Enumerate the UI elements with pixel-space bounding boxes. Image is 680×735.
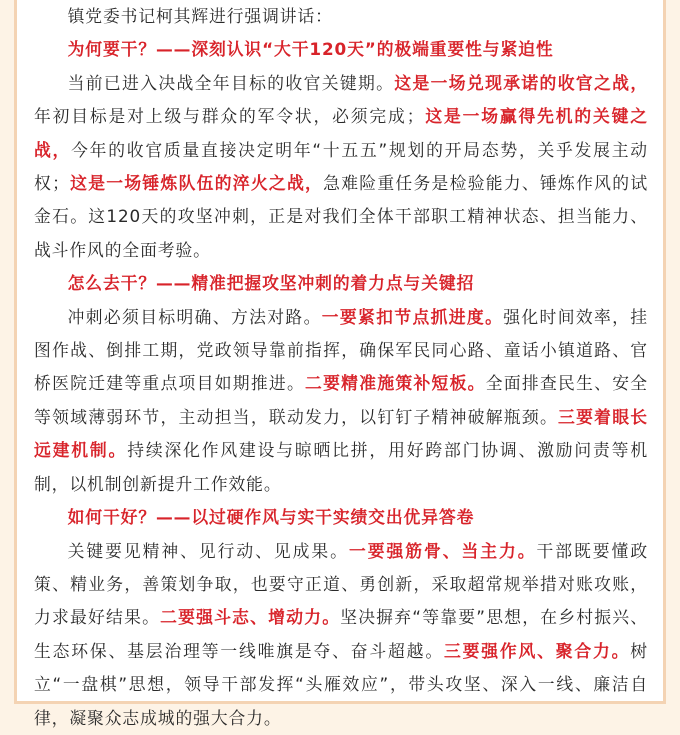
emphasis-run: 这是一场锤炼队伍的淬火之战， [69, 173, 324, 194]
emphasis-run: 一要紧扣节点抓进度。 [321, 306, 504, 327]
section-paragraph-well [34, 535, 648, 735]
text-run: 树立“一盘棋”思想，领导干部发挥“头雁效应”，带头攻坚、深入一线、廉洁自律，凝聚众志成城的强大合力。 [34, 640, 648, 728]
text-run: 强化时间效率，挂图作战、倒排工期，党政领导靠前指挥，确保军民同心路、童话小镇道路、官桥医院迁建等重点项目如期推进。 [34, 306, 648, 394]
text-run: 年初目标是对上级与群众的军令状，必须完成； [34, 106, 425, 127]
section-paragraph-why [34, 67, 648, 267]
section-heading-why: 为何要干？——深刻认识“大干120天”的极端重要性与紧迫性 [67, 39, 554, 60]
article-body [34, 0, 648, 735]
text-run: 冲刺必须目标明确、方法对路。 [67, 306, 322, 327]
text-run: 坚决摒弃“等靠要”思想，在乡村振兴、生态环保、基层治理等一线唯旗是夺、奋斗超越。 [34, 607, 648, 661]
section-paragraph-how [34, 301, 648, 501]
text-run: 干部既要懂政策、精业务，善策划争取，也要守正道、勇创新，采取超常规举措对账攻账，力求最好结果。 [34, 540, 648, 628]
text-run: 当前已进入决战全年目标的收官关键期。 [67, 72, 395, 93]
emphasis-run: 二要精准施策补短板。 [305, 373, 486, 394]
text-run: 持续深化作风建设与晾晒比拼，用好跨部门协调、激励问责等机制，以机制创新提升工作效能。 [34, 440, 648, 494]
emphasis-run: 三要着眼长远建机制。 [34, 406, 648, 461]
text-run: 今年的收官质量直接决定明年“十五五”规划的开局态势，关乎发展主动权； [34, 139, 648, 194]
text-run: 急难险重任务是检验能力、锤炼作风的试金石。这120天的攻坚冲刺，正是对我们全体干部职工精神状态、担当能力、战斗作风的全面考验。 [34, 173, 649, 260]
intro-line: 镇党委书记柯其辉进行强调讲话： [67, 6, 333, 26]
emphasis-run: 这是一场赢得先机的关键之战， [34, 106, 648, 160]
text-run: 关键要见精神、见行动、见成果。 [67, 540, 349, 561]
emphasis-run: 这是一场兑现承诺的收官之战， [394, 72, 649, 93]
text-run: 全面排查民生、安全等领域薄弱环节，主动担当，联动发力，以钉钉子精神破解瓶颈。 [34, 373, 648, 427]
section-heading-how: 怎么去干？——精准把握攻坚冲刺的着力点与关键招 [67, 273, 475, 294]
emphasis-run: 二要强斗志、增动力。 [160, 607, 341, 628]
emphasis-run: 三要强作风、聚合力。 [443, 640, 631, 661]
section-heading-well: 如何干好？——以过硬作风与实干实绩交出优异答卷 [67, 507, 475, 528]
emphasis-run: 一要强筋骨、当主力。 [348, 540, 537, 561]
